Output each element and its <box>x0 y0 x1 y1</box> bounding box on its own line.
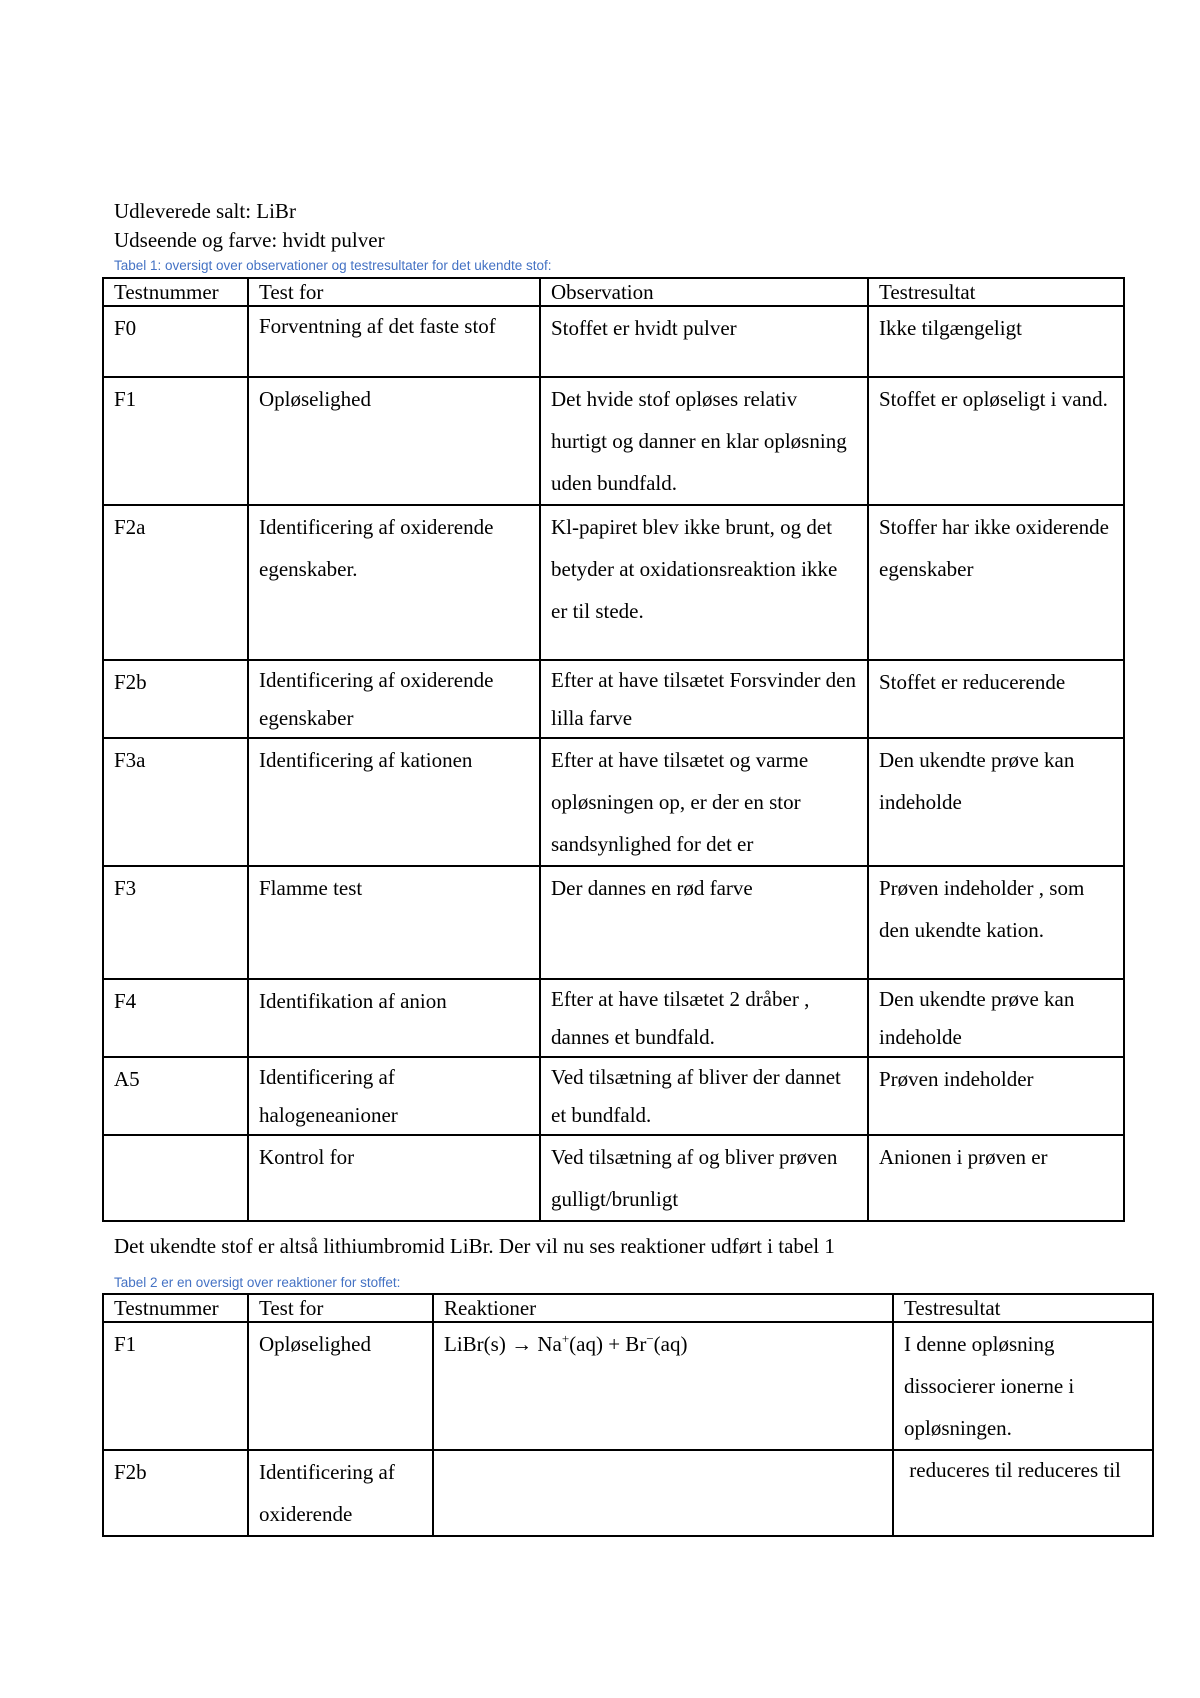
table-cell <box>433 1450 893 1536</box>
table-cell: Det hvide stof opløses relativ hurtigt og danner en klar opløsning uden bundfald. <box>540 377 868 505</box>
cell-text: Den ukendte prøve kan indeholde <box>879 987 1075 1049</box>
table-cell: Stoffet er reducerende <box>868 660 1124 738</box>
intro-salt-line: Udleverede salt: LiBr <box>114 199 296 223</box>
table-cell: F2b <box>103 660 248 738</box>
table-cell: Stoffer har ikke oxiderende egenskaber <box>868 505 1124 660</box>
header-cell: Testnummer <box>103 1294 248 1322</box>
table-cell: Kl-papiret blev ikke brunt, og det betyder at oxidationsreaktion ikke er til stede. <box>540 505 868 660</box>
table-cell <box>540 979 868 1057</box>
table-cell: Flamme test <box>248 866 540 979</box>
table-cell <box>248 660 540 738</box>
cell-text: reduceres til reduceres til <box>904 1458 1121 1482</box>
header-cell: Observation <box>540 278 868 306</box>
cell-text: Identificering af halogeneanioner <box>259 1065 398 1127</box>
observations-table <box>102 277 1125 1222</box>
table-cell: Prøven indeholder <box>868 1057 1124 1135</box>
table1-caption: Tabel 1: oversigt over observationer og testresultater for det ukendte stof: <box>114 258 552 273</box>
header-cell: Test for <box>248 278 540 306</box>
reaction-part: (aq) + Br <box>569 1332 647 1356</box>
charge-sup: + <box>561 1331 570 1346</box>
table-cell: Identificering af oxiderende <box>248 1450 433 1536</box>
table-cell: Anionen i prøven er <box>868 1135 1124 1221</box>
header-cell: Test for <box>248 1294 433 1322</box>
table-cell: Ikke tilgængeligt <box>868 306 1124 377</box>
cell-text: Forventning af det faste stof <box>259 314 496 338</box>
table-cell <box>893 1450 1153 1536</box>
reactions-table <box>102 1293 1154 1537</box>
table-cell: I denne opløsning dissocierer ionerne i opløsningen. <box>893 1322 1153 1450</box>
table-cell: F3a <box>103 738 248 866</box>
table-cell <box>540 1057 868 1135</box>
table-cell <box>540 660 868 738</box>
table-row <box>103 505 1124 660</box>
table-row <box>103 1450 1153 1536</box>
reaction-equation <box>433 1322 893 1450</box>
table-cell: Prøven indeholder , som den ukendte kation. <box>868 866 1124 979</box>
cell-text: Efter at have tilsætet 2 dråber , dannes et bundfald. <box>551 987 810 1049</box>
header-cell: Testresultat <box>868 278 1124 306</box>
table-cell <box>103 1135 248 1221</box>
table-header-row <box>103 1294 1153 1322</box>
table-row <box>103 738 1124 866</box>
reaction-part: (aq) <box>653 1332 688 1356</box>
cell-text: Efter at have tilsætet Forsvinder den lilla farve <box>551 668 857 730</box>
table-cell <box>248 306 540 377</box>
table-cell: Identificering af kationen <box>248 738 540 866</box>
table-cell: Opløselighed <box>248 377 540 505</box>
table-cell: F4 <box>103 979 248 1057</box>
header-cell: Testresultat <box>893 1294 1153 1322</box>
table-cell: Identificering af oxiderende egenskaber. <box>248 505 540 660</box>
cell-text: Identificering af oxiderende egenskaber <box>259 668 494 730</box>
table-header-row <box>103 278 1124 306</box>
table-cell: F2b <box>103 1450 248 1536</box>
table-cell <box>868 979 1124 1057</box>
table-cell: Efter at have tilsætet og varme opløsningen op, er der en stor sandsynlighed for det er <box>540 738 868 866</box>
table-cell: A5 <box>103 1057 248 1135</box>
table-cell <box>248 1057 540 1135</box>
intro-appearance-line: Udseende og farve: hvidt pulver <box>114 228 385 252</box>
table-row <box>103 866 1124 979</box>
table-cell: F1 <box>103 377 248 505</box>
table-row <box>103 377 1124 505</box>
table-cell: Opløselighed <box>248 1322 433 1450</box>
table-cell: F0 <box>103 306 248 377</box>
table-cell: Stoffet er opløseligt i vand. <box>868 377 1124 505</box>
table-cell: F2a <box>103 505 248 660</box>
cell-text: Ved tilsætning af bliver der dannet et bundfald. <box>551 1065 841 1127</box>
table-cell: Ved tilsætning af og bliver prøven gulligt/brunligt <box>540 1135 868 1221</box>
table-cell: F3 <box>103 866 248 979</box>
table-row <box>103 979 1124 1057</box>
table-row <box>103 1322 1153 1450</box>
table-row <box>103 660 1124 738</box>
table-row <box>103 1057 1124 1135</box>
table-cell: Kontrol for <box>248 1135 540 1221</box>
table-cell: F1 <box>103 1322 248 1450</box>
table-cell: Stoffet er hvidt pulver <box>540 306 868 377</box>
table-row <box>103 1135 1124 1221</box>
charge-sup: − <box>646 1331 654 1346</box>
header-cell: Testnummer <box>103 278 248 306</box>
table-row <box>103 306 1124 377</box>
header-cell: Reaktioner <box>433 1294 893 1322</box>
table2-caption: Tabel 2 er en oversigt over reaktioner for stoffet: <box>114 1275 401 1290</box>
reaction-part: LiBr(s) → Na <box>444 1332 562 1356</box>
conclusion-text: Det ukendte stof er altså lithiumbromid LiBr. Der vil nu ses reaktioner udført i tabel 1 <box>114 1234 835 1258</box>
table-cell: Der dannes en rød farve <box>540 866 868 979</box>
table-cell: Identifikation af anion <box>248 979 540 1057</box>
table-cell: Den ukendte prøve kan indeholde <box>868 738 1124 866</box>
